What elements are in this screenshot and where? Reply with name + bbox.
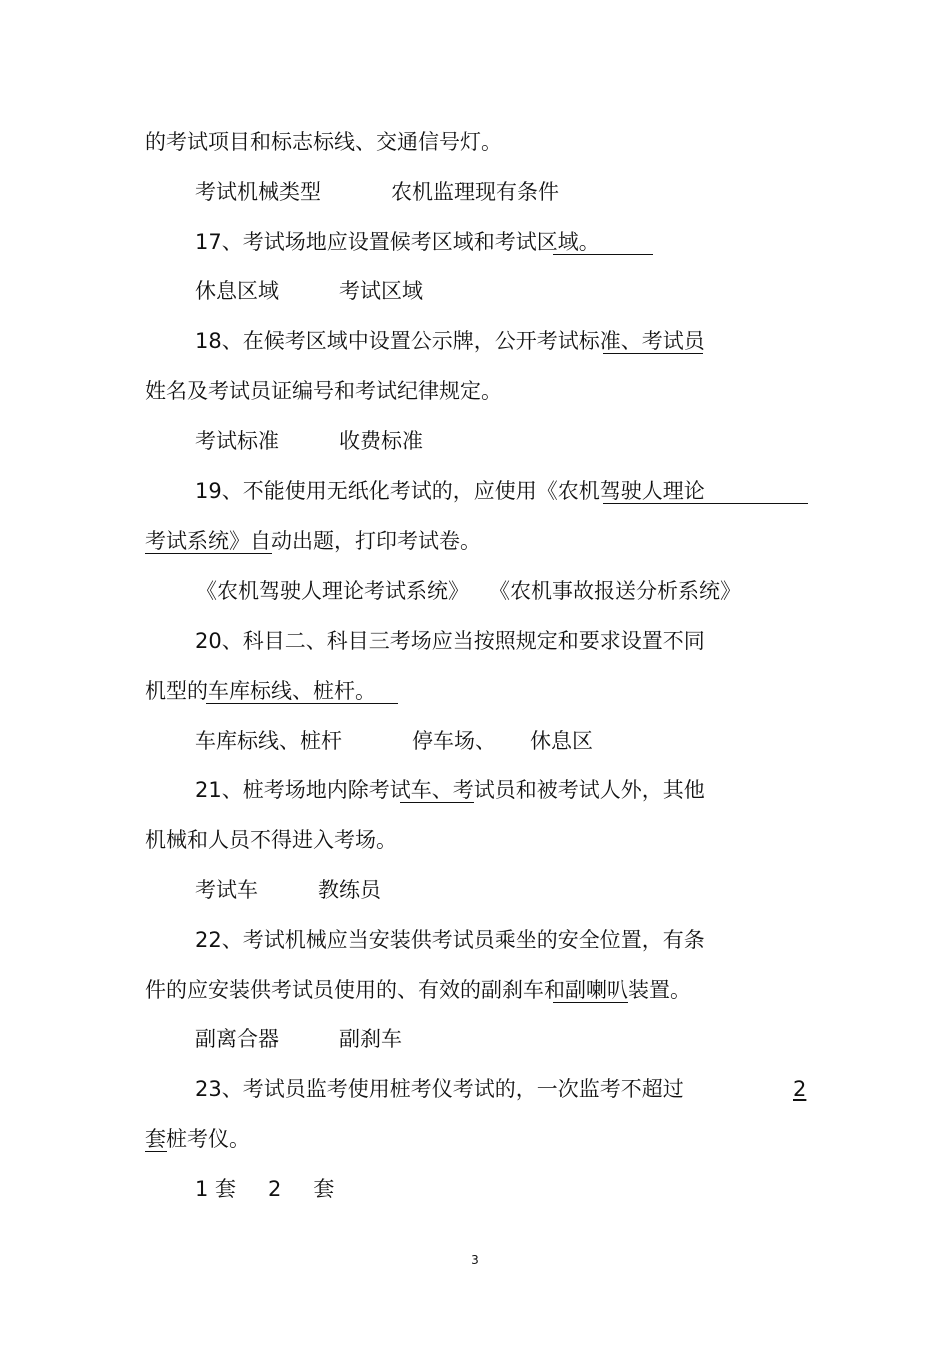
- question-23: 23、考试员监考使用桩考仪考试的，一次监考不超过: [195, 1077, 684, 1101]
- answer-underline: [400, 802, 474, 803]
- option: 教练员: [318, 878, 381, 902]
- answer-underline: [145, 1151, 167, 1152]
- option: 副离合器: [195, 1027, 279, 1051]
- text-line: 机型的车库标线、桩杆。: [145, 679, 376, 703]
- text-line: 考试系统》自动出题，打印考试卷。: [145, 529, 481, 553]
- text-line: 姓名及考试员证编号和考试纪律规定。: [145, 379, 502, 403]
- options-line: [195, 1175, 334, 1203]
- options-line: [195, 427, 423, 455]
- answer-underline: [553, 254, 653, 255]
- question-17: 17、考试场地应设置候考区域和考试区域。: [195, 230, 600, 254]
- answer-underline: [603, 503, 808, 504]
- options-line: [195, 727, 593, 755]
- text-line: 套桩考仪。: [145, 1127, 250, 1151]
- question-22: 22、考试机械应当安装供考试员乘坐的安全位置，有条: [195, 928, 705, 952]
- option: 休息区域: [195, 279, 279, 303]
- text-line: 件的应安装供考试员使用的、有效的副刹车和副喇叭装置。: [145, 978, 691, 1002]
- option: 考试区域: [339, 279, 423, 303]
- page-number: 3: [471, 1253, 479, 1267]
- options-line: [195, 1025, 402, 1053]
- option: 《农机驾驶人理论考试系统》: [196, 579, 469, 603]
- text-line: 的考试项目和标志标线、交通信号灯。: [145, 130, 502, 154]
- option: 《农机事故报送分析系统》: [489, 579, 741, 603]
- options-line: [195, 178, 559, 206]
- question-21: 21、桩考场地内除考试车、考试员和被考试人外，其他: [195, 778, 705, 802]
- option: 1 套: [195, 1177, 237, 1201]
- options-line: [195, 277, 423, 305]
- options-line: [195, 876, 381, 904]
- option: 2: [268, 1177, 282, 1201]
- answer-underline: [206, 703, 398, 704]
- option: 副刹车: [339, 1027, 402, 1051]
- answer-underline: [553, 1002, 628, 1003]
- options-line: [196, 577, 741, 605]
- option: 农机监理现有条件: [391, 180, 559, 204]
- answer-text: 2: [793, 1077, 807, 1101]
- option: 考试标准: [195, 429, 279, 453]
- option: 考试车: [195, 878, 258, 902]
- question-19: 19、不能使用无纸化考试的，应使用《农机驾驶人理论: [195, 479, 705, 503]
- text-line: 机械和人员不得进入考场。: [145, 828, 397, 852]
- option: 考试机械类型: [195, 180, 321, 204]
- option: 停车场、: [412, 729, 496, 753]
- option: 车库标线、桩杆: [195, 729, 342, 753]
- option: 收费标准: [339, 429, 423, 453]
- option: 休息区: [530, 729, 593, 753]
- question-18: 18、在候考区域中设置公示牌，公开考试标准、考试员: [195, 329, 705, 353]
- answer-underline: [603, 353, 703, 354]
- question-20: 20、科目二、科目三考场应当按照规定和要求设置不同: [195, 629, 705, 653]
- option: 套: [313, 1177, 335, 1201]
- answer-underline: [145, 553, 272, 554]
